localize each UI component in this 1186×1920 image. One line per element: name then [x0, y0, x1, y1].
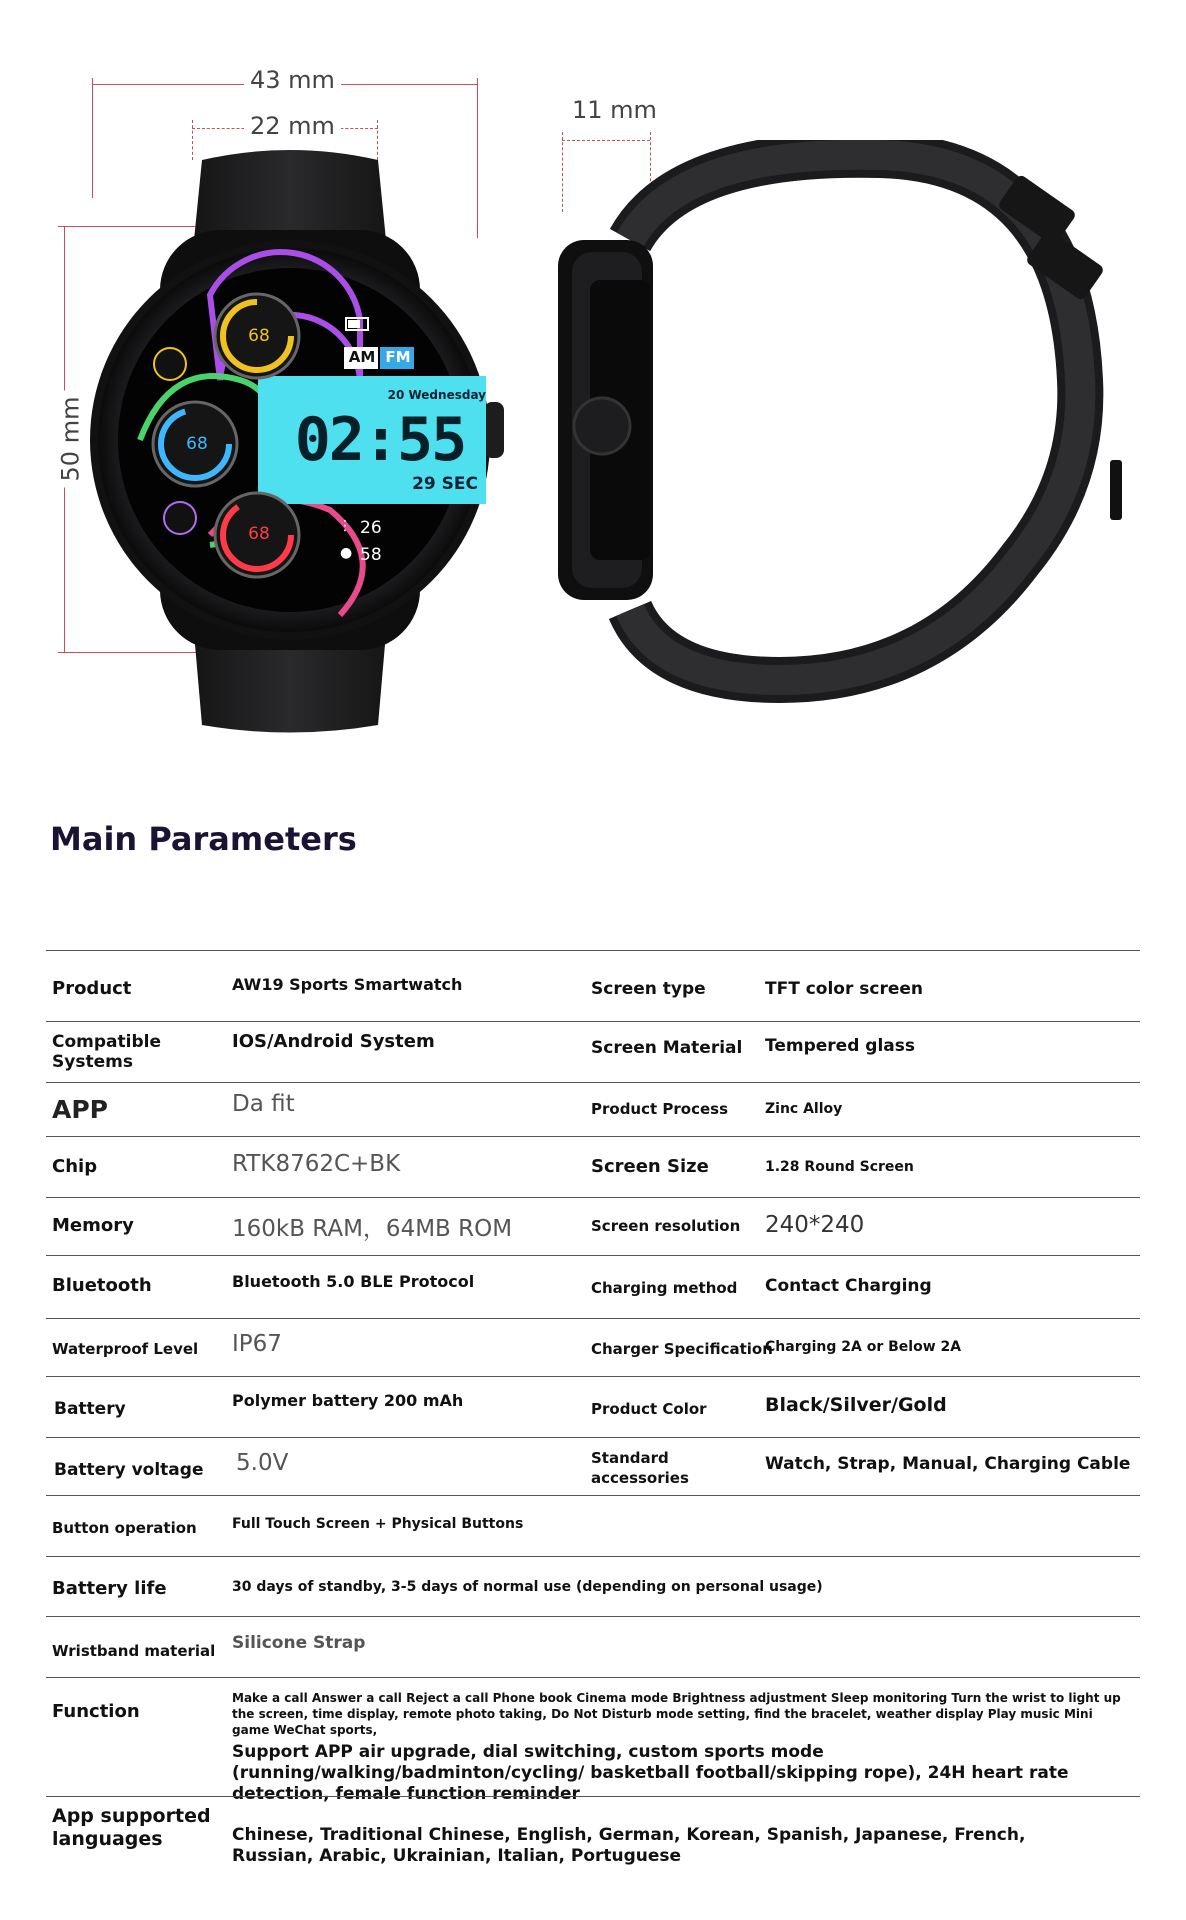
spec-label: Charging method [591, 1279, 738, 1297]
spec-row [46, 1796, 1140, 1872]
spec-label: Function [52, 1701, 140, 1722]
spec-value: 30 days of standby, 3-5 days of normal use (depending on personal usage) [232, 1579, 823, 1595]
spec-label: Product Process [591, 1100, 729, 1118]
spec-row [46, 1556, 1140, 1616]
seconds-display: 29 SEC [412, 474, 478, 494]
time-display: 02:55 [294, 405, 466, 475]
spec-label: Button operation [52, 1519, 197, 1537]
gauge-top-value: 68 [248, 326, 270, 346]
spec-label: Waterproof Level [52, 1340, 199, 1358]
spec-value: TFT color screen [765, 979, 924, 999]
spec-row [46, 1082, 1140, 1136]
spec-value: Full Touch Screen + Physical Buttons [232, 1516, 524, 1532]
spec-row [46, 1255, 1140, 1318]
spec-value: 240*240 [765, 1212, 865, 1238]
spec-value-highlights: Support APP air upgrade, dial switching, custom sports mode (running/walking/badminton/cycling/ basketball football/skipping rope), 24H heart rate detection, female function reminder [232, 1742, 1069, 1804]
spec-row [46, 1677, 1140, 1804]
spec-label: Compatible Systems [52, 1032, 161, 1072]
spec-label: Screen Material [591, 1038, 743, 1058]
gauge-middle-value: 68 [186, 434, 208, 454]
spec-row [46, 1495, 1140, 1556]
height-label: 50 mm [56, 391, 84, 488]
spec-row [46, 1437, 1140, 1495]
spec-value: Contact Charging [765, 1276, 932, 1296]
width-total-label: 43 mm [244, 66, 341, 94]
spec-value: Bluetooth 5.0 BLE Protocol [232, 1272, 475, 1291]
spec-value: AW19 Sports Smartwatch [232, 975, 463, 994]
spec-value: Tempered glass [765, 1036, 915, 1056]
spec-row [46, 1376, 1140, 1437]
spec-value: 1.28 Round Screen [765, 1159, 914, 1175]
spec-label: APP [52, 1095, 108, 1124]
spec-value: Da fit [232, 1091, 295, 1117]
spec-value: 160kB RAM，64MB ROM [232, 1216, 513, 1242]
drop-icon: ● [340, 545, 353, 561]
spec-value: Watch, Strap, Manual, Charging Cable [765, 1454, 1131, 1474]
spec-row [46, 1197, 1140, 1255]
spec-row [46, 1136, 1140, 1197]
spec-label: Battery [54, 1399, 126, 1419]
spec-label: Memory [52, 1215, 134, 1236]
spec-label: Bluetooth [52, 1275, 152, 1296]
spec-label: Screen type [591, 979, 706, 999]
spec-value: Charging 2A or Below 2A [765, 1339, 962, 1355]
am-indicator: AM [348, 348, 376, 366]
watch-side-illustration [550, 140, 1170, 740]
spec-value: 5.0V [236, 1450, 289, 1476]
spec-label: Standard accessories [591, 1449, 689, 1487]
spec-value: Chinese, Traditional Chinese, English, German, Korean, Spanish, Japanese, French, Russian, Arabic, Ukrainian, Italian, Portuguese [232, 1825, 1026, 1866]
steps-value: 26 [360, 518, 382, 538]
spec-label: Product [52, 978, 132, 999]
spec-label: Charger Specification [591, 1340, 773, 1358]
spec-label: Product Color [591, 1400, 707, 1418]
spec-label: Wristband material [52, 1642, 216, 1660]
date-display: 20 Wednesday [387, 388, 486, 402]
spec-label: Battery voltage [54, 1460, 204, 1480]
strap-width-label: 22 mm [244, 112, 341, 140]
spec-row [46, 1021, 1140, 1082]
spec-value: IP67 [232, 1331, 282, 1357]
spec-value-details: Make a call Answer a call Reject a call Phone book Cinema mode Brightness adjustment Sleep monitoring Turn the wrist to light up the screen, time display, remote photo taking, Do Not Disturb mode setting, find the bracelet, weather display Play music Mini game WeChat sports, [232, 1691, 1121, 1737]
spec-row [46, 950, 1140, 1021]
spec-value: Black/Silver/Gold [765, 1394, 947, 1416]
humidity-value: 58 [360, 545, 382, 565]
spec-value: Zinc Alloy [765, 1101, 843, 1117]
spec-label: Screen Size [591, 1156, 709, 1177]
spec-label: App supported languages [52, 1805, 211, 1850]
footsteps-icon: ⋮ [338, 518, 352, 534]
fm-indicator: FM [385, 348, 411, 366]
spec-row [46, 1616, 1140, 1677]
spec-label: Battery life [52, 1578, 167, 1599]
section-title: Main Parameters [50, 820, 357, 858]
thickness-label: 11 mm [566, 96, 663, 124]
spec-value: Silicone Strap [232, 1633, 366, 1653]
spec-value: IOS/Android System [232, 1031, 435, 1052]
spec-value: RTK8762C+BK [232, 1151, 401, 1177]
spec-value: Polymer battery 200 mAh [232, 1391, 464, 1410]
spec-label: Chip [52, 1156, 98, 1177]
gauge-bottom-value: 68 [248, 524, 270, 544]
spec-table [46, 950, 1140, 1872]
spec-label: Screen resolution [591, 1217, 741, 1235]
spec-row [46, 1318, 1140, 1376]
